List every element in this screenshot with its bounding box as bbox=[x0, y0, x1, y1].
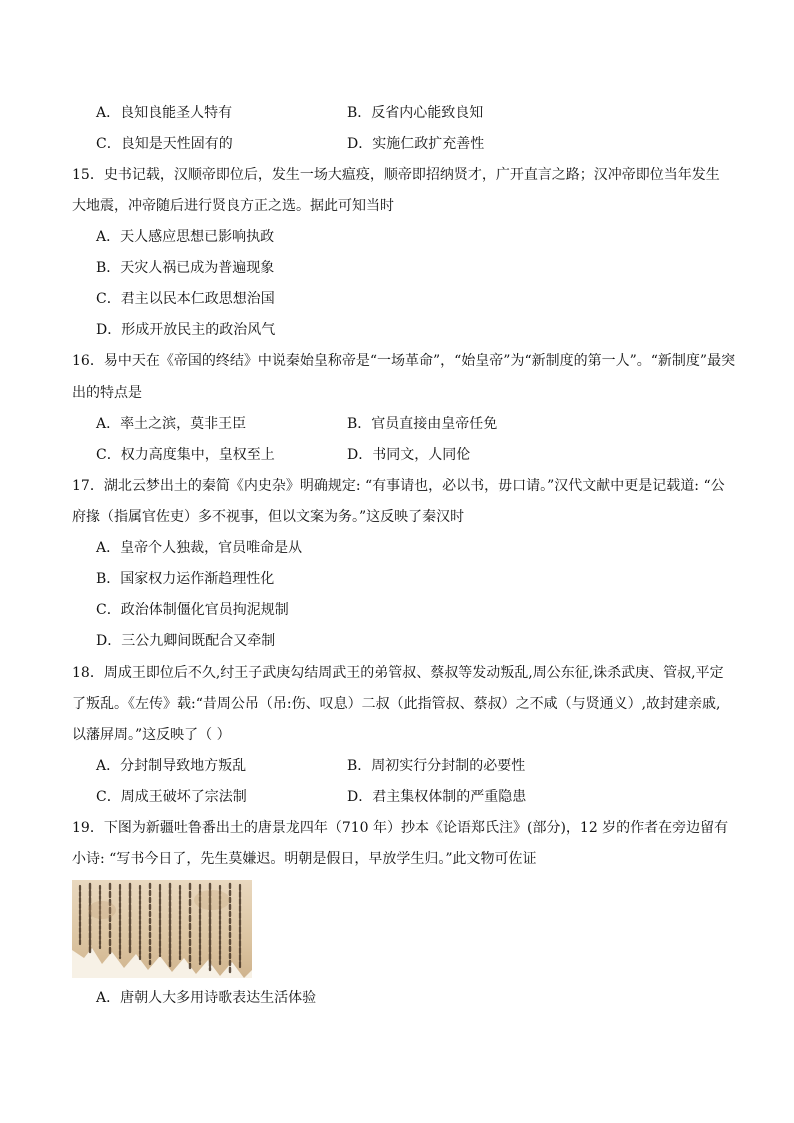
q17-stem-line-1: 17．湖北云梦出土的秦简《内史杂》明确规定: “有事请也，必以书，毋口请。”汉代文献中更是记载道: “公 bbox=[72, 478, 725, 494]
q17-option-c: C．政治体制僵化官员拘泥规制 bbox=[96, 602, 289, 618]
q18-stem-line-1: 18．周成王即位后不久,纣王子武庚勾结周武王的弟管叔、蔡叔等发动叛乱,周公东征,诛杀武庚、管叔,平定 bbox=[72, 665, 724, 681]
q15-stem-line-2: 大地震，冲帝随后进行贤良方正之选。据此可知当时 bbox=[72, 198, 394, 214]
q18-option-b: B．周初实行分封制的必要性 bbox=[347, 758, 526, 774]
q19-stem-line-1: 19．下图为新疆吐鲁番出土的唐景龙四年（710 年）抄本《论语郑氏注》(部分)，12 岁的作者在旁边留有 bbox=[72, 820, 729, 836]
q16-option-c: C．权力高度集中，皇权至上 bbox=[96, 447, 275, 463]
q15-option-b: B．天灾人祸已成为普遍现象 bbox=[96, 260, 275, 276]
q19-stem-line-2: 小诗: “写书今日了，先生莫嫌迟。明朝是假日，早放学生归。”此文物可佐证 bbox=[72, 851, 537, 867]
q14-option-d: D．实施仁政扩充善性 bbox=[347, 136, 485, 152]
q16-stem-line-2: 出的特点是 bbox=[72, 385, 142, 401]
q14-option-a: A．良知良能圣人特有 bbox=[96, 105, 233, 121]
manuscript-illustration bbox=[72, 880, 252, 978]
q17-option-b: B．国家权力运作渐趋理性化 bbox=[96, 571, 275, 587]
q18-option-a: A．分封制导致地方叛乱 bbox=[96, 758, 247, 774]
q16-option-b: B．官员直接由皇帝任免 bbox=[347, 416, 498, 432]
q16-stem-line-1: 16．易中天在《帝国的终结》中说秦始皇称帝是“一场革命”，“始皇帝”为“新制度的第一人”。“新制度”最突 bbox=[72, 353, 736, 369]
q15-stem-line-1: 15．史书记载，汉顺帝即位后，发生一场大瘟疫，顺帝即招纳贤才，广开直言之路；汉冲帝即位当年发生 bbox=[72, 167, 720, 183]
q18-stem-line-2: 了叛乱。《左传》载:“昔周公吊（吊:伤、叹息）二叔（此指管叔、蔡叔）之不咸（与贤通义）,故封建亲戚, bbox=[72, 696, 721, 712]
q16-option-a: A．率土之滨，莫非王臣 bbox=[96, 416, 247, 432]
q18-stem-line-3: 以藩屏周。”这反映了（ ） bbox=[72, 727, 231, 743]
q15-option-a: A．天人感应思想已影响执政 bbox=[96, 229, 275, 245]
q16-option-d: D．书同文，人同伦 bbox=[347, 447, 471, 463]
manuscript-photo bbox=[72, 880, 252, 978]
q17-option-a: A．皇帝个人独裁，官员唯命是从 bbox=[96, 540, 303, 556]
q18-option-d: D．君主集权体制的严重隐患 bbox=[347, 789, 527, 805]
q18-option-c: C．周成王破坏了宗法制 bbox=[96, 789, 247, 805]
q17-option-d: D．三公九卿间既配合又牵制 bbox=[96, 633, 276, 649]
q19-option-a: A．唐朝人大多用诗歌表达生活体验 bbox=[96, 990, 317, 1006]
q14-option-b: B．反省内心能致良知 bbox=[347, 105, 484, 121]
q15-option-d: D．形成开放民主的政治风气 bbox=[96, 322, 276, 338]
q15-option-c: C．君主以民本仁政思想治国 bbox=[96, 291, 275, 307]
q17-stem-line-2: 府掾（指属官佐吏）多不视事，但以文案为务。”这反映了秦汉时 bbox=[72, 509, 465, 525]
q14-option-c: C．良知是天性固有的 bbox=[96, 136, 233, 152]
